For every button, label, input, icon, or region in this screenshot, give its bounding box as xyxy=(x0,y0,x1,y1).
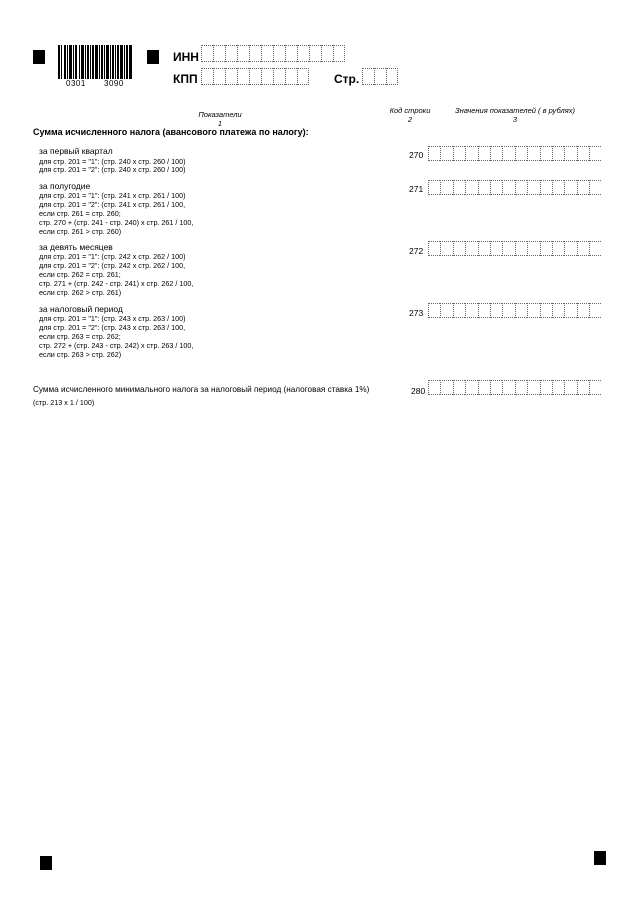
inn-label: ИНН xyxy=(173,50,199,64)
value-field-272[interactable] xyxy=(428,241,601,256)
column-1-title: Показатели xyxy=(198,110,242,119)
inn-field[interactable] xyxy=(201,45,345,62)
registration-marker-top-left xyxy=(33,50,45,64)
section-title: Сумма исчисленного налога (авансового платежа по налогу): xyxy=(33,127,309,137)
registration-marker-bottom-left xyxy=(40,856,52,870)
column-1-number: 1 xyxy=(217,119,223,128)
formula-line: если стр. 261 = стр. 260; xyxy=(39,209,121,218)
line-code: 272 xyxy=(409,246,424,256)
column-3-number: 3 xyxy=(512,115,518,124)
formula-line: если стр. 263 > стр. 262) xyxy=(39,350,122,359)
column-2-title: Код строки xyxy=(389,106,431,115)
page-label: Стр. xyxy=(334,72,360,86)
page-number-field[interactable] xyxy=(362,68,398,85)
minimum-tax-title: Сумма исчисленного минимального налога за налоговый период (налоговая ставка 1%) xyxy=(33,385,370,394)
barcode-image xyxy=(58,45,132,79)
formula-line: если стр. 263 = стр. 262; xyxy=(39,332,121,341)
column-2-number: 2 xyxy=(407,115,413,124)
barcode-number-left: 0301 xyxy=(66,79,86,88)
formula-line: стр. 272 + (стр. 243 - стр. 242) х стр. 263 / 100, xyxy=(39,341,194,350)
formula-line: для стр. 201 = "1": (стр. 243 х стр. 263 / 100) xyxy=(39,314,186,323)
value-field-271[interactable] xyxy=(428,180,601,195)
value-field-270[interactable] xyxy=(428,146,601,161)
formula-line: для стр. 201 = "2": (стр. 242 х стр. 262 / 100, xyxy=(39,261,186,270)
registration-marker-top-middle xyxy=(147,50,159,64)
minimum-tax-formula: (стр. 213 х 1 / 100) xyxy=(33,398,95,407)
column-3-title: Значения показателей ( в рублях) xyxy=(454,106,576,115)
barcode-number-right: 3090 xyxy=(104,79,124,88)
formula-line: для стр. 201 = "1": (стр. 240 х стр. 260 / 100) xyxy=(39,157,186,166)
kpp-field[interactable] xyxy=(201,68,309,85)
line-code: 280 xyxy=(411,386,426,396)
block-title: за полугодие xyxy=(39,181,91,191)
formula-line: стр. 271 + (стр. 242 - стр. 241) х стр. 262 / 100, xyxy=(39,279,194,288)
formula-line: стр. 270 + (стр. 241 - стр. 240) х стр. 261 / 100, xyxy=(39,218,194,227)
line-code: 270 xyxy=(409,150,424,160)
formula-line: если стр. 262 > стр. 261) xyxy=(39,288,122,297)
formula-line: если стр. 262 = стр. 261; xyxy=(39,270,121,279)
value-field-280[interactable] xyxy=(428,380,601,395)
formula-line: для стр. 201 = "2": (стр. 241 х стр. 261 / 100, xyxy=(39,200,186,209)
kpp-label: КПП xyxy=(173,72,198,86)
formula-line: для стр. 201 = "2": (стр. 240 х стр. 260 / 100) xyxy=(39,165,186,174)
formula-line: если стр. 261 > стр. 260) xyxy=(39,227,122,236)
block-title: за девять месяцев xyxy=(39,242,113,252)
block-title: за первый квартал xyxy=(39,146,113,156)
formula-line: для стр. 201 = "1": (стр. 242 х стр. 262 / 100) xyxy=(39,252,186,261)
registration-marker-bottom-right xyxy=(594,851,606,865)
value-field-273[interactable] xyxy=(428,303,601,318)
line-code: 273 xyxy=(409,308,424,318)
line-code: 271 xyxy=(409,184,424,194)
formula-line: для стр. 201 = "1": (стр. 241 х стр. 261 / 100) xyxy=(39,191,186,200)
formula-line: для стр. 201 = "2": (стр. 243 х стр. 263 / 100, xyxy=(39,323,186,332)
block-title: за налоговый период xyxy=(39,304,123,314)
